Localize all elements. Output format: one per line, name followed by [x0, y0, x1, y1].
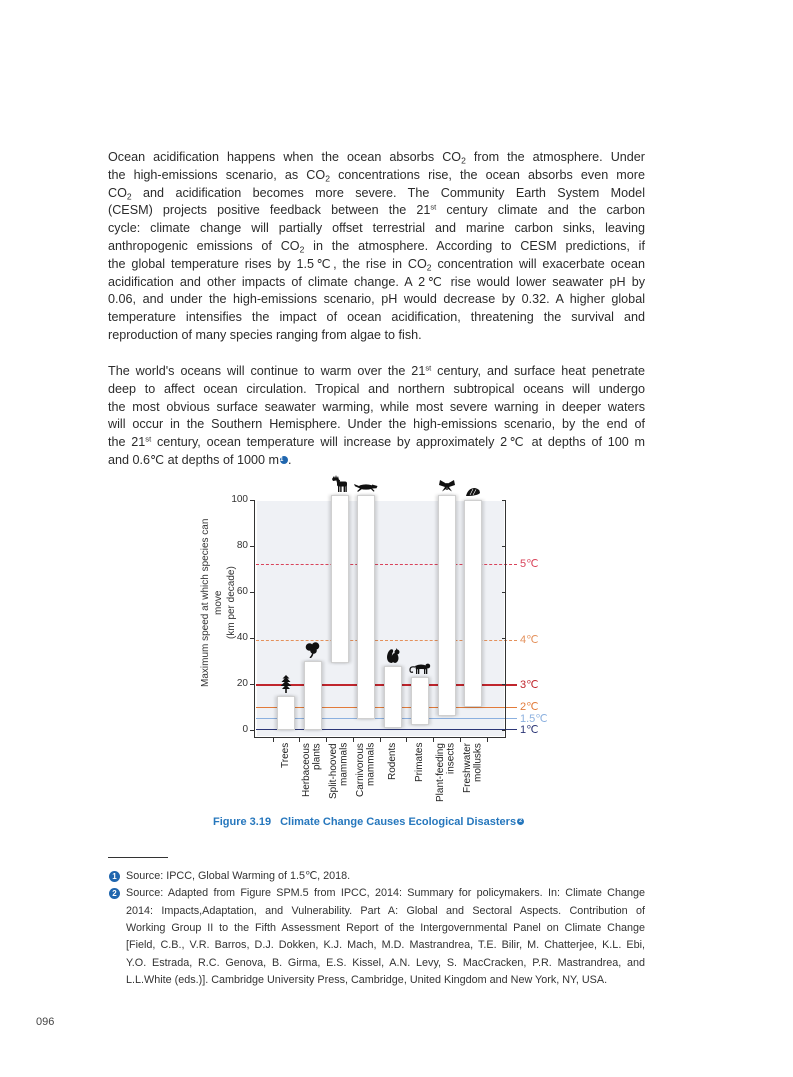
leaf-icon	[305, 641, 320, 658]
range-bar-trees	[277, 696, 295, 731]
footnote-divider	[108, 857, 168, 858]
range-bar-primates	[411, 677, 429, 725]
range-bar-rodents	[384, 666, 402, 728]
figure-title: Climate Change Causes Ecological Disasters	[280, 816, 517, 828]
figure-caption	[213, 815, 524, 829]
text-line: The world's oceans will continue to warm over the 21st century, and surface heat penetrate	[108, 363, 645, 378]
footnote-1	[108, 868, 645, 885]
right-axis-tick	[502, 592, 506, 593]
footnotes	[108, 868, 645, 989]
moose-icon	[331, 475, 348, 492]
text-line: will occur in the Southern Hemisphere. Under the high-emissions scenario, by the end of	[108, 417, 645, 432]
x-axis-label-line: insects	[445, 743, 457, 775]
footnote-line: 2014: Impacts,Adaptation, and Vulnerability. Part A: Global and Sectoral Aspects. Contribution of	[126, 904, 645, 917]
text-line: the most obvious surface seawater warming, while most severe warning in deeper waters	[108, 399, 645, 414]
body-paragraph-ocean-warming	[108, 363, 645, 470]
footnote-2	[108, 885, 645, 989]
page-number: 096	[36, 1016, 55, 1028]
text-line: $CO_2$ and acidification becomes more severe. The Community Earth System Model	[108, 185, 645, 202]
footnote-line: L.L.White (eds.)]. Cambridge University Press, Cambridge, United Kingdom and New York, NY, USA.	[126, 974, 608, 987]
y-axis-title-text	[199, 507, 238, 699]
butterfly-icon	[439, 480, 455, 492]
right-axis-tick	[502, 546, 506, 547]
range-bar-split-hooved-mammals	[331, 495, 349, 663]
y-tick-label: 40	[236, 632, 248, 643]
y-tick-label: 80	[236, 540, 248, 551]
y-tick	[250, 546, 254, 547]
y-tick	[250, 638, 254, 639]
reference-line-label: 2℃	[520, 701, 539, 713]
monkey-icon	[409, 662, 431, 674]
footnote-number-badge: 1	[109, 871, 120, 882]
y-tick	[250, 684, 254, 685]
range-bar-carnivorous-mammals	[357, 495, 375, 719]
text-line: acidification and other impacts of climate change. A 2℃ rise would lower seawater pH by	[108, 274, 645, 289]
right-axis-tick	[502, 638, 506, 639]
right-axis-tick	[502, 730, 506, 731]
x-axis-label	[453, 743, 493, 807]
mollusk-icon	[465, 487, 481, 497]
y-axis-line	[254, 500, 255, 738]
x-axis-label-line: Freshwater	[461, 743, 473, 794]
reference-line-label: 3℃	[520, 679, 539, 692]
figure-number: Figure 3.19	[213, 816, 272, 828]
wolf-icon	[354, 482, 378, 492]
right-axis-tick	[502, 500, 506, 501]
y-tick-label: 100	[231, 494, 248, 505]
text-line: cycle: climate change will partially offset terrestrial and marine carbon sinks, leaving	[108, 221, 645, 236]
x-tick	[380, 737, 381, 742]
y-tick-label: 0	[242, 724, 248, 735]
x-axis-label-line: Plant-feeding	[435, 743, 446, 802]
footnote-number-badge: 2	[109, 888, 120, 899]
x-axis-label-line: mammals	[338, 743, 350, 787]
footnote-line: Y.O. Estrada, R.C. Genova, B. Girma, E.S. Kissel, A.N. Levy, S. MacCracken, P.R. Mastrandrea, and	[126, 956, 645, 969]
x-axis-label-text	[463, 743, 484, 807]
x-axis-label-line: Trees	[279, 743, 291, 769]
y-tick	[250, 730, 254, 731]
squirrel-icon	[386, 647, 400, 663]
x-axis-label-line: plants	[311, 743, 323, 770]
y-tick	[250, 500, 254, 501]
y-tick-label: 60	[236, 586, 248, 597]
text-line: 0.06, and under the high-emissions scenario, pH would decrease by 0.32. A higher global	[108, 292, 645, 307]
body-paragraph-ocean-acidification	[108, 149, 645, 345]
footnote-line: Working Group II to the Fifth Assessment Report of the Intergovernmental Panel on Climate Change	[126, 922, 645, 935]
text-line: Ocean acidification happens when the ocean absorbs $CO_2$ from the atmosphere. Under	[108, 150, 645, 166]
y-axis-title-line-1: Maximum speed at which species can move	[199, 518, 224, 688]
x-tick	[326, 737, 327, 742]
text-line: (CESM) projects positive feedback between the 21st century climate and the carbon	[108, 202, 645, 218]
x-axis-label-line: Split-hooved	[328, 743, 339, 799]
range-bar-plant-feeding-insects	[438, 495, 456, 716]
text-line: temperature intensifies the impact of ocean acidification, threatening the survival and	[108, 310, 645, 325]
x-tick	[299, 737, 300, 742]
y-tick-label: 20	[236, 678, 248, 689]
footnote-line: Source: IPCC, Global Warming of 1.5℃, 2018.	[126, 870, 351, 882]
species-speed-chart	[190, 470, 560, 815]
x-axis-label-line: Rodents	[386, 743, 398, 781]
x-axis-label-line: Carnivorous	[354, 743, 366, 797]
x-axis-label-text	[281, 743, 292, 807]
x-axis-label-line: Primates	[413, 743, 425, 783]
x-tick	[273, 737, 274, 742]
y-axis-title-line-2: (km per decade)	[225, 566, 237, 640]
footnote-line: Source: Adapted from Figure SPM.5 from IPCC, 2014: Summary for policymakers. In: Climate Change	[126, 887, 645, 900]
range-bar-herbaceous-plants	[304, 661, 322, 730]
footnote-line: [Field, C.B., V.R. Barros, D.J. Dokken, K.J. Mach, M.D. Mastrandrea, T.E. Bilir, M. Chatterjee, K.L. Ebi,	[126, 939, 645, 952]
reference-line-label: 5℃	[520, 558, 539, 571]
x-tick	[406, 737, 407, 742]
reference-line-label: 4℃	[520, 634, 539, 647]
x-tick	[433, 737, 434, 742]
x-tick	[487, 737, 488, 742]
text-line: the 21st century, ocean temperature will increase by approximately 2℃ at depths of 100 m	[108, 434, 646, 450]
right-axis-line	[505, 500, 506, 738]
x-axis-label-line: mammals	[365, 743, 377, 787]
x-axis-label-line: Herbaceous	[301, 743, 313, 797]
right-axis-tick	[502, 684, 506, 685]
footnote-ref-badge[interactable]: 2	[519, 817, 523, 824]
text-line: deep to affect ocean circulation. Tropical and northern subtropical oceans will undergo	[108, 381, 645, 396]
tree-icon	[280, 675, 292, 693]
reference-line-1c	[256, 729, 517, 730]
x-tick	[353, 737, 354, 742]
reference-line-label: 1.5℃	[520, 712, 548, 725]
text-line: and 0.6℃ at depths of 1000 m1 .	[108, 452, 292, 467]
text-line: the global temperature rises by 1.5℃, the rise in $CO_2$ concentration will exacerbate ocean	[108, 256, 645, 273]
text-line: anthropogenic emissions of $CO_2$ in the atmosphere. According to CESM predictions, if	[108, 238, 645, 255]
y-axis-title	[199, 507, 237, 699]
text-line: reproduction of many species ranging from algae to fish.	[108, 327, 422, 342]
x-axis-label-text	[415, 743, 426, 807]
y-tick	[250, 592, 254, 593]
x-axis-label-line: mollusks	[472, 743, 484, 782]
x-tick	[460, 737, 461, 742]
footnote-ref-badge[interactable]: 1	[280, 456, 288, 464]
x-axis-label-text	[388, 743, 399, 807]
range-bar-freshwater-mollusks	[464, 500, 482, 707]
reference-line-label: 1℃	[520, 724, 539, 736]
text-line: the high-emissions scenario, as $CO_2$ concentrations rise, the ocean absorbs even more	[108, 167, 645, 184]
